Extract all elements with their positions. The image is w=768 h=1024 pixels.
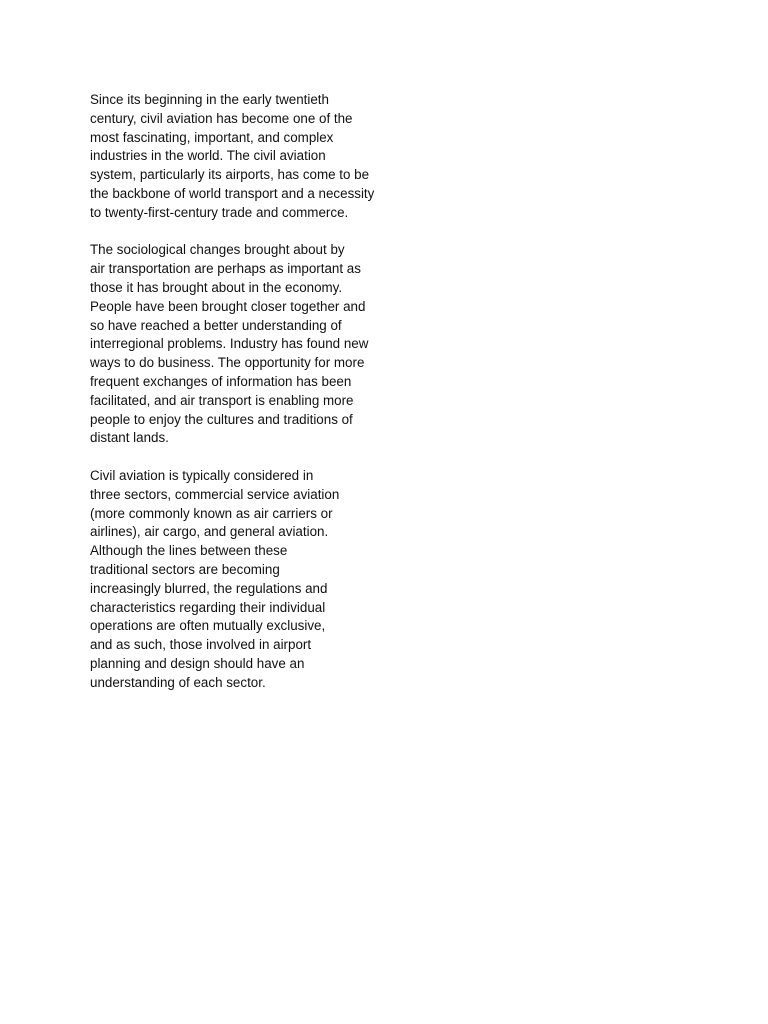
text-line: traditional sectors are becoming [90,561,280,577]
text-line: operations are often mutually exclusive, [90,618,326,634]
text-line: (more commonly known as air carriers or [90,505,333,521]
document-body [90,91,400,711]
text-line: to twenty-first-century trade and commerce. [90,204,349,220]
text-line: frequent exchanges of information has been [90,373,352,389]
text-line: three sectors, commercial service aviation [90,486,340,502]
text-line: interregional problems. Industry has found new [90,336,369,352]
text-line: People have been brought closer together and [90,298,366,314]
text-line: airlines), air cargo, and general aviation. [90,524,329,540]
text-line: facilitated, and air transport is enabling more [90,392,354,408]
text-line: industries in the world. The civil aviation [90,148,326,164]
text-line: so have reached a better understanding of [90,317,342,333]
text-line: The sociological changes brought about by [90,242,345,258]
text-line: increasingly blurred, the regulations and [90,580,328,596]
text-line: century, civil aviation has become one of the [90,110,353,126]
text-line: most fascinating, important, and complex [90,129,334,145]
text-line: the backbone of world transport and a necessity [90,185,375,201]
text-line: Although the lines between these [90,543,288,559]
text-line: system, particularly its airports, has come to be [90,167,370,183]
text-line: planning and design should have an [90,655,305,671]
paragraph-1 [90,91,400,223]
text-line: characteristics regarding their individual [90,599,326,615]
text-line: ways to do business. The opportunity for more [90,355,365,371]
paragraph-2 [90,241,400,448]
text-line: Since its beginning in the early twentieth [90,92,329,107]
text-line: understanding of each sector. [90,674,266,690]
text-line: those it has brought about in the economy. [90,279,343,295]
text-line: people to enjoy the cultures and traditions of [90,411,353,427]
text-line: air transportation are perhaps as important as [90,261,361,277]
text-line: distant lands. [90,430,169,446]
text-line: Civil aviation is typically considered in [90,467,314,483]
text-line: and as such, those involved in airport [90,637,312,653]
paragraph-3 [90,467,400,693]
